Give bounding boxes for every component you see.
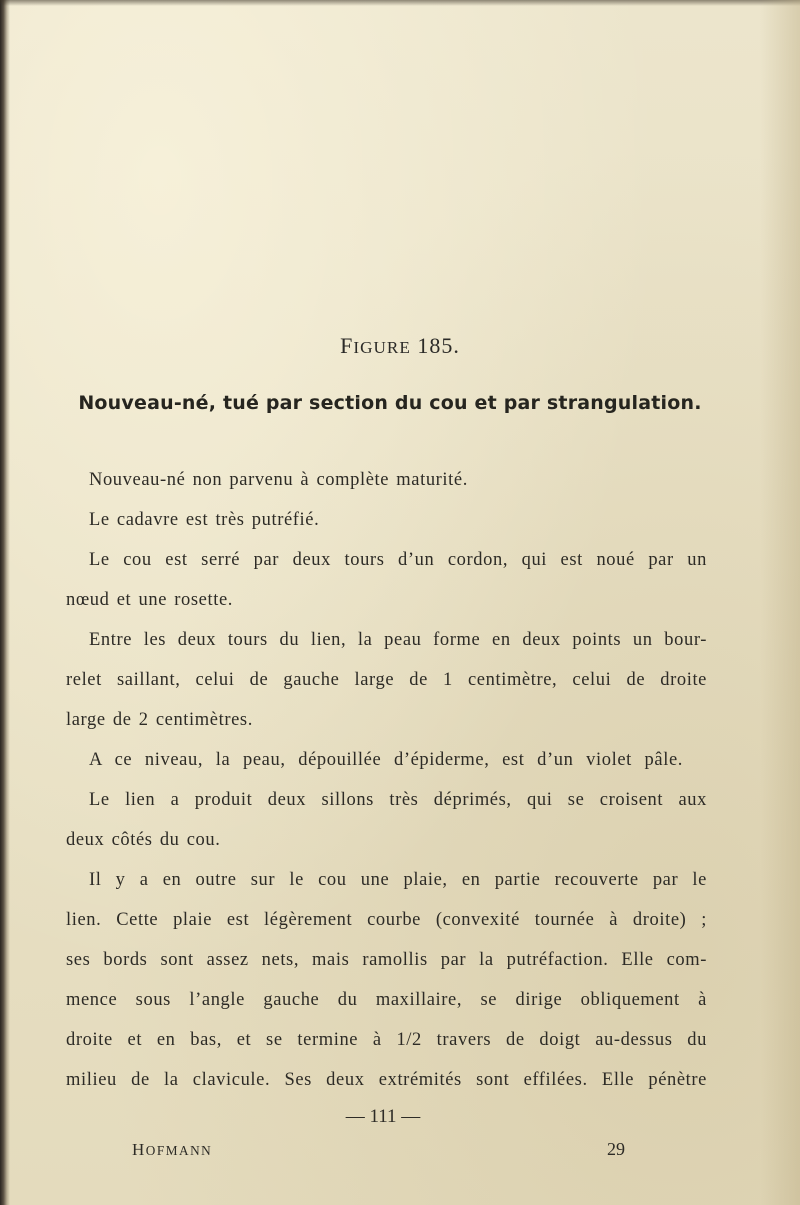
figure-title: Nouveau-né, tué par section du cou et par strangulation. (78, 392, 702, 414)
body-line: A ce niveau, la peau, dépouillée d’épiderme, est d’un violet pâle. (89, 750, 683, 770)
signature-mark: 29 (607, 1139, 625, 1159)
spine-shadow (0, 0, 10, 1205)
body-line: Entre les deux tours du lien, la peau forme en deux points un bour- (89, 630, 707, 650)
body-line: mence sous l’angle gauche du maxillaire, se dirige obliquement à (66, 990, 707, 1010)
body-line: milieu de la clavicule. Ses deux extrémités sont effilées. Elle pénètre (66, 1070, 707, 1090)
body-line: Nouveau-né non parvenu à complète maturité. (89, 470, 468, 490)
body-line: deux côtés du cou. (66, 830, 221, 850)
body-line: nœud et une rosette. (66, 590, 233, 610)
body-line: droite et en bas, et se termine à 1/2 travers de doigt au-dessus du (66, 1030, 707, 1050)
right-edge-tint (760, 0, 800, 1205)
body-line: Le cou est serré par deux tours d’un cordon, qui est noué par un (89, 550, 707, 570)
figure-label: FIGURE 185. (340, 333, 460, 358)
body-line: relet saillant, celui de gauche large de 1 centimètre, celui de droite (66, 670, 707, 690)
footer-author: HOFMANN (132, 1140, 213, 1159)
body-line: ses bords sont assez nets, mais ramollis par la putréfaction. Elle com- (66, 950, 707, 970)
top-edge-shadow (0, 0, 800, 6)
body-line: Le lien a produit deux sillons très déprimés, qui se croisent aux (89, 790, 707, 810)
body-line: large de 2 centimètres. (66, 710, 253, 730)
body-line: Le cadavre est très putréfié. (89, 510, 320, 530)
body-line: Il y a en outre sur le cou une plaie, en partie recouverte par le (89, 870, 707, 890)
page-number: — 111 — (345, 1106, 421, 1127)
body-line: lien. Cette plaie est légèrement courbe (convexité tournée à droite) ; (66, 910, 707, 930)
